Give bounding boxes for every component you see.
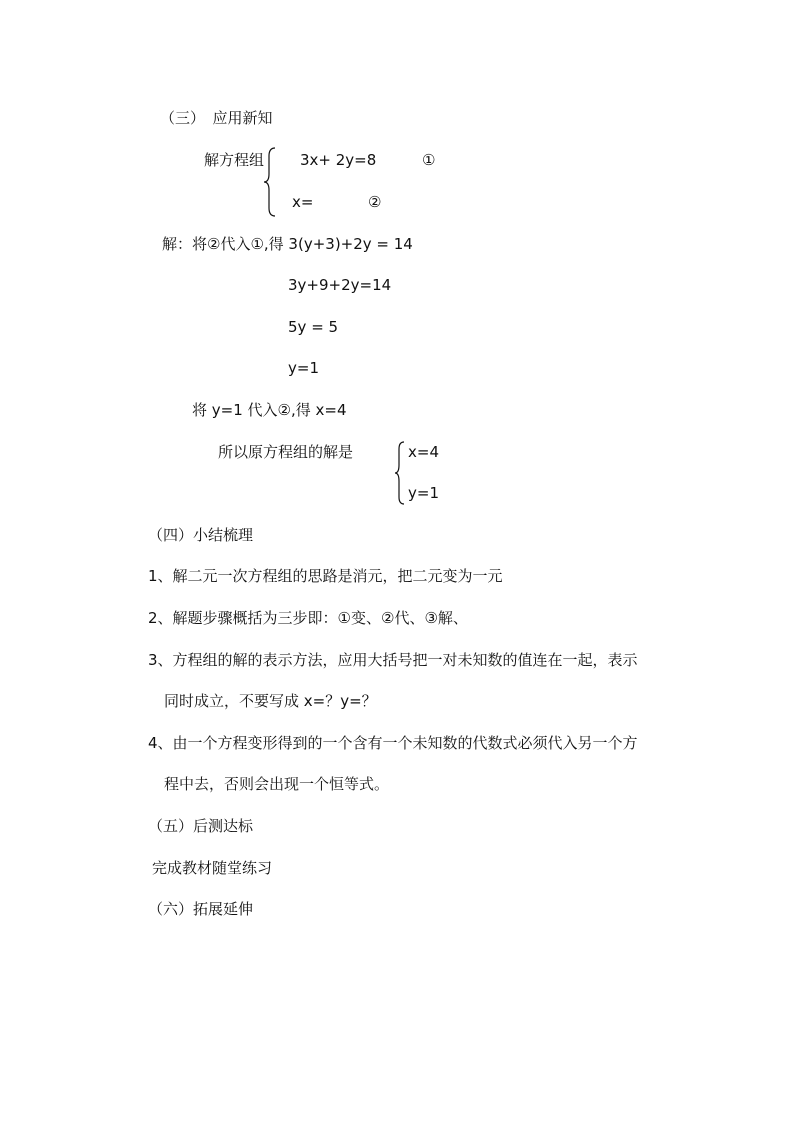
system-label: 解方程组 (204, 151, 265, 169)
section5-body: 完成教材随堂练习 (152, 859, 273, 877)
section6-heading: （六）拓展延伸 (148, 900, 254, 918)
summary-item-3-line-1: 3、方程组的解的表示方法，应用大括号把一对未知数的值连在一起，表示 (148, 651, 638, 669)
equation-2-marker: ② (368, 193, 382, 211)
answer-y: y=1 (408, 484, 439, 502)
summary-item-4-line-2: 程中去，否则会出现一个恒等式。 (164, 775, 390, 793)
section3-heading: （三） 应用新知 (160, 109, 273, 127)
section4-heading: （四）小结梳理 (148, 526, 254, 544)
answer-brace (393, 440, 407, 506)
conclusion-label: 所以原方程组的解是 (218, 443, 354, 461)
solution-intro: 解：将②代入①,得 3(y+3)+2y = 14 (162, 235, 413, 253)
section5-heading: （五）后测达标 (148, 817, 254, 835)
substitution-line: 将 y=1 代入②,得 x=4 (192, 401, 347, 419)
equation-1: 3x+ 2y=8 (300, 151, 377, 169)
summary-item-3-line-2: 同时成立，不要写成 x=？y=？ (164, 692, 377, 710)
answer-x: x=4 (408, 443, 439, 461)
solution-step-1: 3y+9+2y=14 (288, 276, 392, 294)
equation-1-marker: ① (422, 151, 436, 169)
summary-item-4-line-1: 4、由一个方程变形得到的一个含有一个未知数的代数式必须代入另一个方 (148, 734, 638, 752)
equation-2: x= (292, 193, 314, 211)
system-brace (262, 146, 278, 218)
solution-step-3: y=1 (288, 359, 319, 377)
summary-item-1: 1、解二元一次方程组的思路是消元，把二元变为一元 (148, 567, 503, 585)
summary-item-2: 2、解题步骤概括为三步即：①变、②代、③解、 (148, 609, 468, 627)
solution-step-2: 5y = 5 (288, 318, 339, 336)
